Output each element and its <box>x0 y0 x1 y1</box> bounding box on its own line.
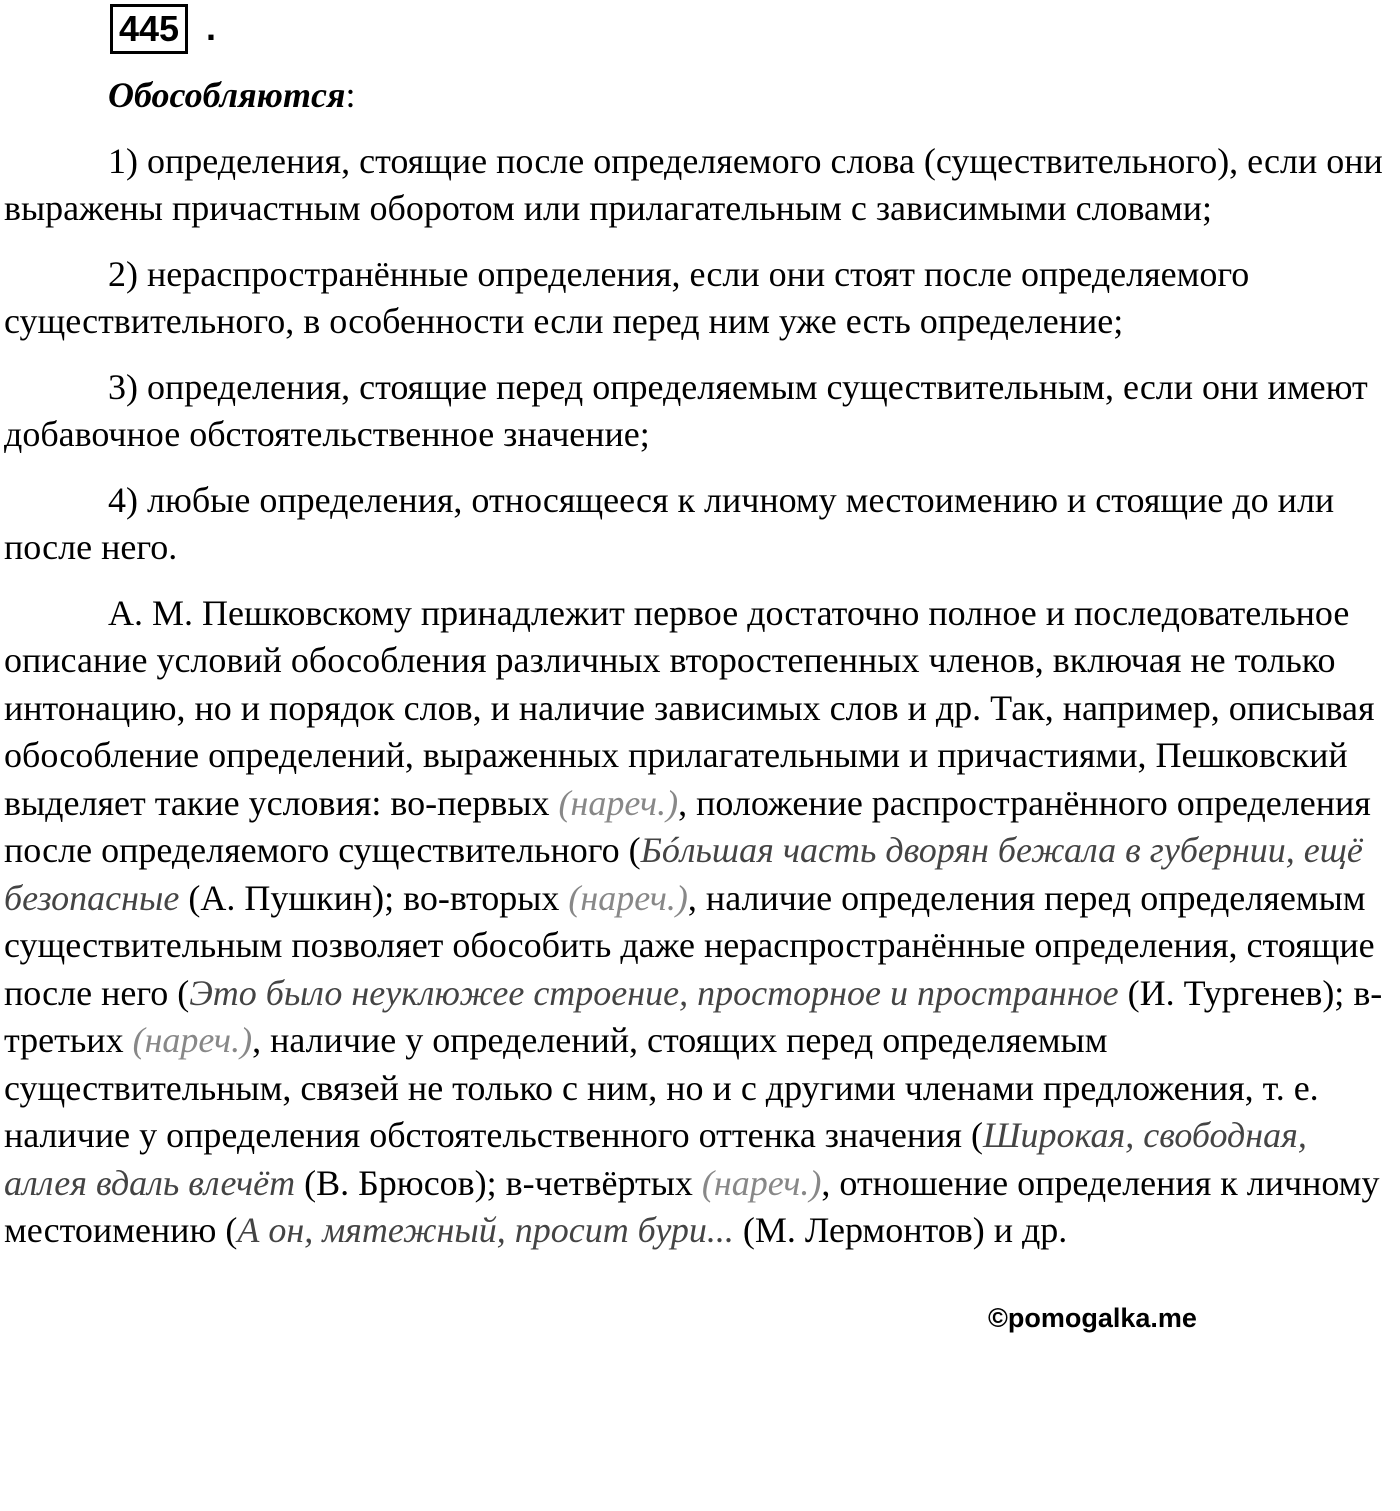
adverb-word: во-вторых <box>403 877 560 918</box>
paragraph-text: (А. Пушкин); <box>179 877 404 918</box>
example-quote: А он, мятежный, просит бури... <box>237 1210 734 1250</box>
paragraph-text: , наличие определения перед определяемым существительным позволяет обособить даже нераспространённые определения, стоящие после него ( <box>4 877 1375 1013</box>
adverb-word: во-первых <box>390 782 550 823</box>
heading-colon: : <box>345 75 356 115</box>
adverb-word: в-третьих <box>4 972 1383 1060</box>
exercise-number-dot: . <box>206 7 217 48</box>
example-quote: Это было неуклюжее строение, просторное и пространное <box>189 972 1119 1013</box>
paragraph-text: , наличие у определений, стоящих перед определяемым существительным, связей не только с ним, но и с другими членами предложения, т. е. наличие у определения обстоятельственного оттенка значения ( <box>4 1020 1319 1155</box>
heading-line <box>4 72 1398 120</box>
part-of-speech-note: (нареч.) <box>568 877 688 918</box>
example-quote: Бóльшая часть дворян бежала в губернии, ещё безопасные <box>4 830 1363 918</box>
paragraph-text: (И. Тургенев); <box>1118 972 1354 1013</box>
list-item: 1) определения, стоящие после определяемого слова (существительного), если они выражены причастным оборотом или прилагательным с зависимыми словами; <box>4 140 1383 228</box>
list-item: 3) определения, стоящие перед определяемым существительным, если они имеют добавочное обстоятельственное значение; <box>4 366 1368 454</box>
paragraph-text: (В. Брюсов); <box>295 1162 506 1203</box>
heading: Обособляются <box>108 75 346 115</box>
main-paragraph <box>4 590 1398 1255</box>
exercise-number: 445 <box>110 4 188 54</box>
paragraph-text: (М. Лермонтов) и др. <box>733 1210 1068 1250</box>
paragraph-text: , положение распространённого определения после определяемого существительного ( <box>4 782 1371 870</box>
paragraph-text: , отношение определения к личному местоимению ( <box>4 1162 1380 1250</box>
part-of-speech-note: (нареч.) <box>132 1020 253 1060</box>
adverb-word: в-четвёртых <box>505 1162 693 1203</box>
answer-text <box>4 72 1398 1273</box>
watermark: ©pomogalka.me <box>985 1303 1200 1334</box>
list-item: 2) нераспространённые определения, если они стоят после определяемого существительного, в особенности если перед ним уже есть определение; <box>4 253 1250 341</box>
paragraph-text: А. М. Пешковскому принадлежит первое достаточно полное и последовательное описание условий обособления различных второстепенных членов, включая не только интонацию, но и порядок слов, и наличие зависимых слов и др. Так, например, описывая обособление определений, выраженных прилагательными и причастиями, Пешковский выделяет такие условия: <box>4 592 1375 823</box>
part-of-speech-note: (нареч.) <box>558 782 679 823</box>
example-quote: Широкая, свободная, аллея вдаль влечёт <box>4 1115 1307 1203</box>
list-item: 4) любые определения, относящееся к личному местоимению и стоящие до или после него. <box>4 479 1335 567</box>
part-of-speech-note: (нареч.) <box>701 1162 822 1203</box>
